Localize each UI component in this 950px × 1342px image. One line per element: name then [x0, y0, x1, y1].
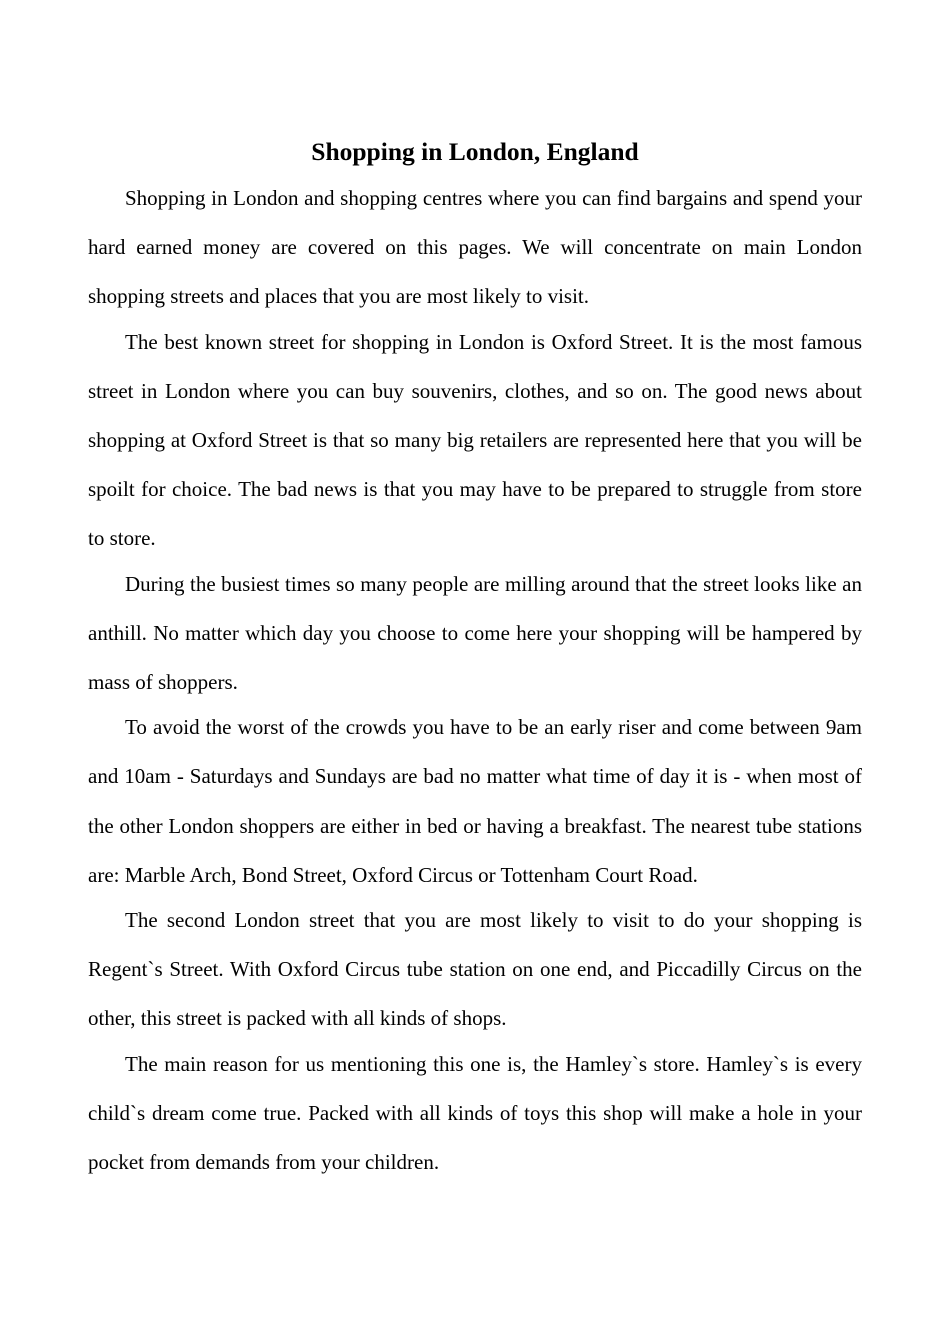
paragraph-busiest-times: During the busiest times so many people are milling around that the street looks like an anthill. No matter which day you choose to come here your shopping will be hampered by mass of shoppers. — [88, 571, 862, 695]
paragraph-intro: Shopping in London and shopping centres where you can find bargains and spend your hard earned money are covered on this pages. We will concentrate on main London shopping streets and places that you are most likely to visit. — [88, 186, 862, 309]
paragraph-avoid-crowds: To avoid the worst of the crowds you have to be an early riser and come between 9am and 10am - Saturdays and Sundays are bad no matter what time of day it is - when most of the other London shoppers are either in bed or having a breakfast. The nearest tube stations are: Marble Arch, Bond Street, Oxford Circus or Tottenham Court Road. — [88, 715, 862, 887]
document-body — [88, 132, 862, 1183]
paragraph-regent-street: The second London street that you are most likely to visit to do your shopping is Regent`s Street. With Oxford Circus tube station on one end, and Piccadilly Circus on the other, this street is packed with all kinds of shops. — [88, 908, 862, 1031]
document-title: Shopping in London, England — [311, 137, 639, 166]
paragraph-oxford-street: The best known street for shopping in London is Oxford Street. It is the most famous street in London where you can buy souvenirs, clothes, and so on. The good news about shopping at Oxford Street is that so many big retailers are represented here that you will be spoilt for choice. The bad news is that you may have to be prepared to struggle from store to store. — [88, 329, 862, 551]
paragraph-hamleys: The main reason for us mentioning this one is, the Hamley`s store. Hamley`s is every child`s dream come true. Packed with all kinds of toys this shop will make a hole in your pocket from demands from your children. — [88, 1051, 862, 1175]
